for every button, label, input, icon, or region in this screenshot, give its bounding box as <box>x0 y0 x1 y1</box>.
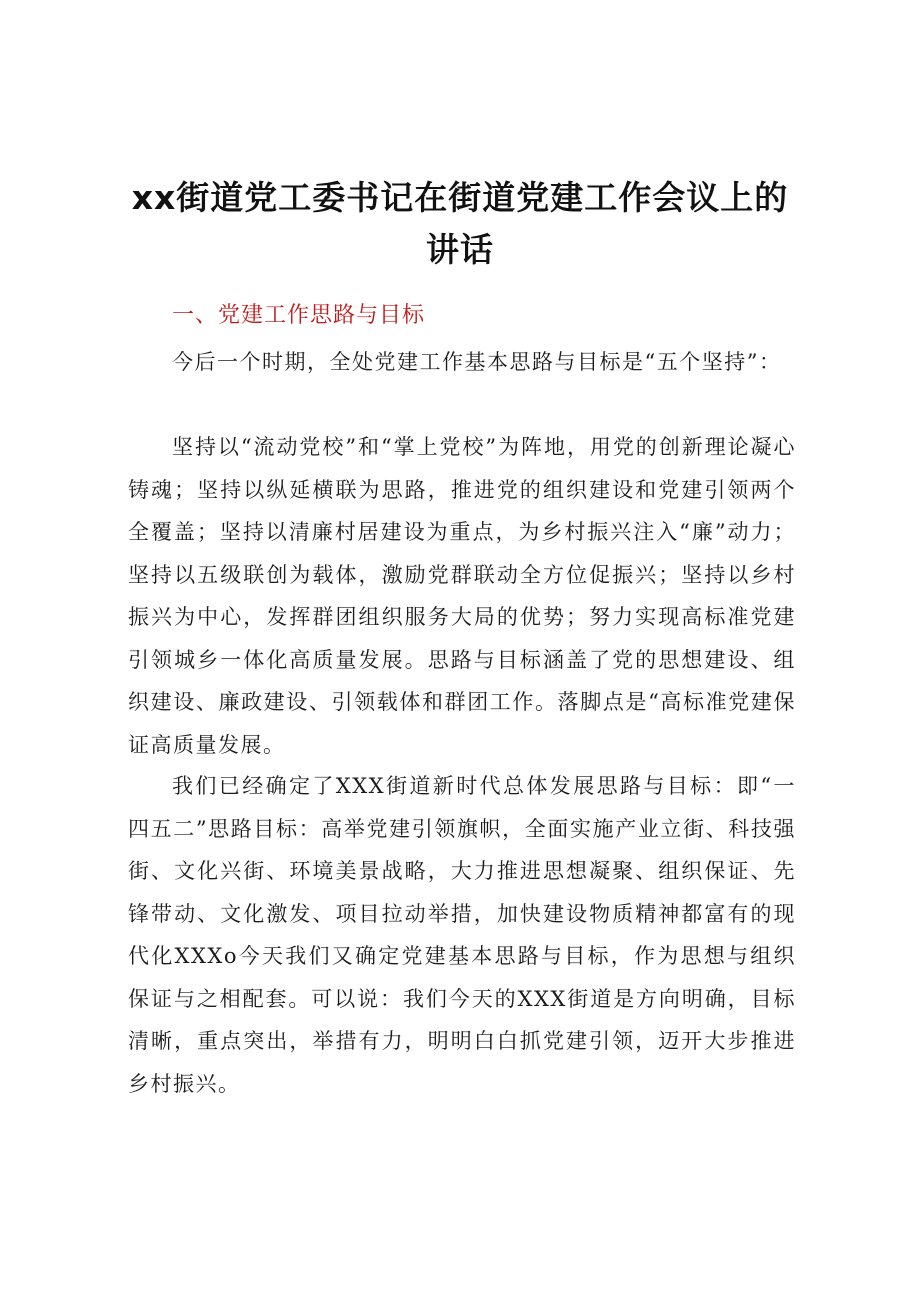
document-title <box>110 172 810 276</box>
paragraph-development-goals: 我们已经确定了XXX街道新时代总体发展思路与目标：即“一四五二”思路目标：高举党建引领旗帜，全面实施产业立街、科技强街、文化兴街、环境美景战略，大力推进思想凝聚、组织保证、先锋带动、文化激发、项目拉动举措，加快建设物质精神都富有的现代化XXXo今天我们又确定党建基本思路与目标，作为思想与组织保证与之相配套。可以说：我们今天的XXX街道是方向明确，目标清晰，重点突出，举措有力，明明白白抓党建引领，迈开大步推进乡村振兴。 <box>128 774 796 1096</box>
title-line-2: 讲话 <box>426 230 494 269</box>
paragraph-five-persistences: 坚持以“流动党校”和“掌上党校”为阵地，用党的创新理论凝心铸魂；坚持以纵延横联为思路，推进党的组织建设和党建引领两个全覆盖；坚持以清廉村居建设为重点，为乡村振兴注入“廉”动力；坚持以五级联创为载体，激励党群联动全方位促振兴；坚持以乡村振兴为中心，发挥群团组织服务大局的优势；努力实现高标准党建引领城乡一体化高质量发展。思路与目标涵盖了党的思想建设、组织建设、廉政建设、引领载体和群团工作。落脚点是“高标准党建保证高质量发展。 <box>128 435 796 757</box>
title-line-1: xx街道党工委书记在街道党建工作会议上的 <box>131 178 789 217</box>
paragraph-intro: 今后一个时期，全处党建工作基本思路与目标是“五个坚持”： <box>172 350 782 374</box>
section-heading: 一、党建工作思路与目标 <box>172 303 426 328</box>
